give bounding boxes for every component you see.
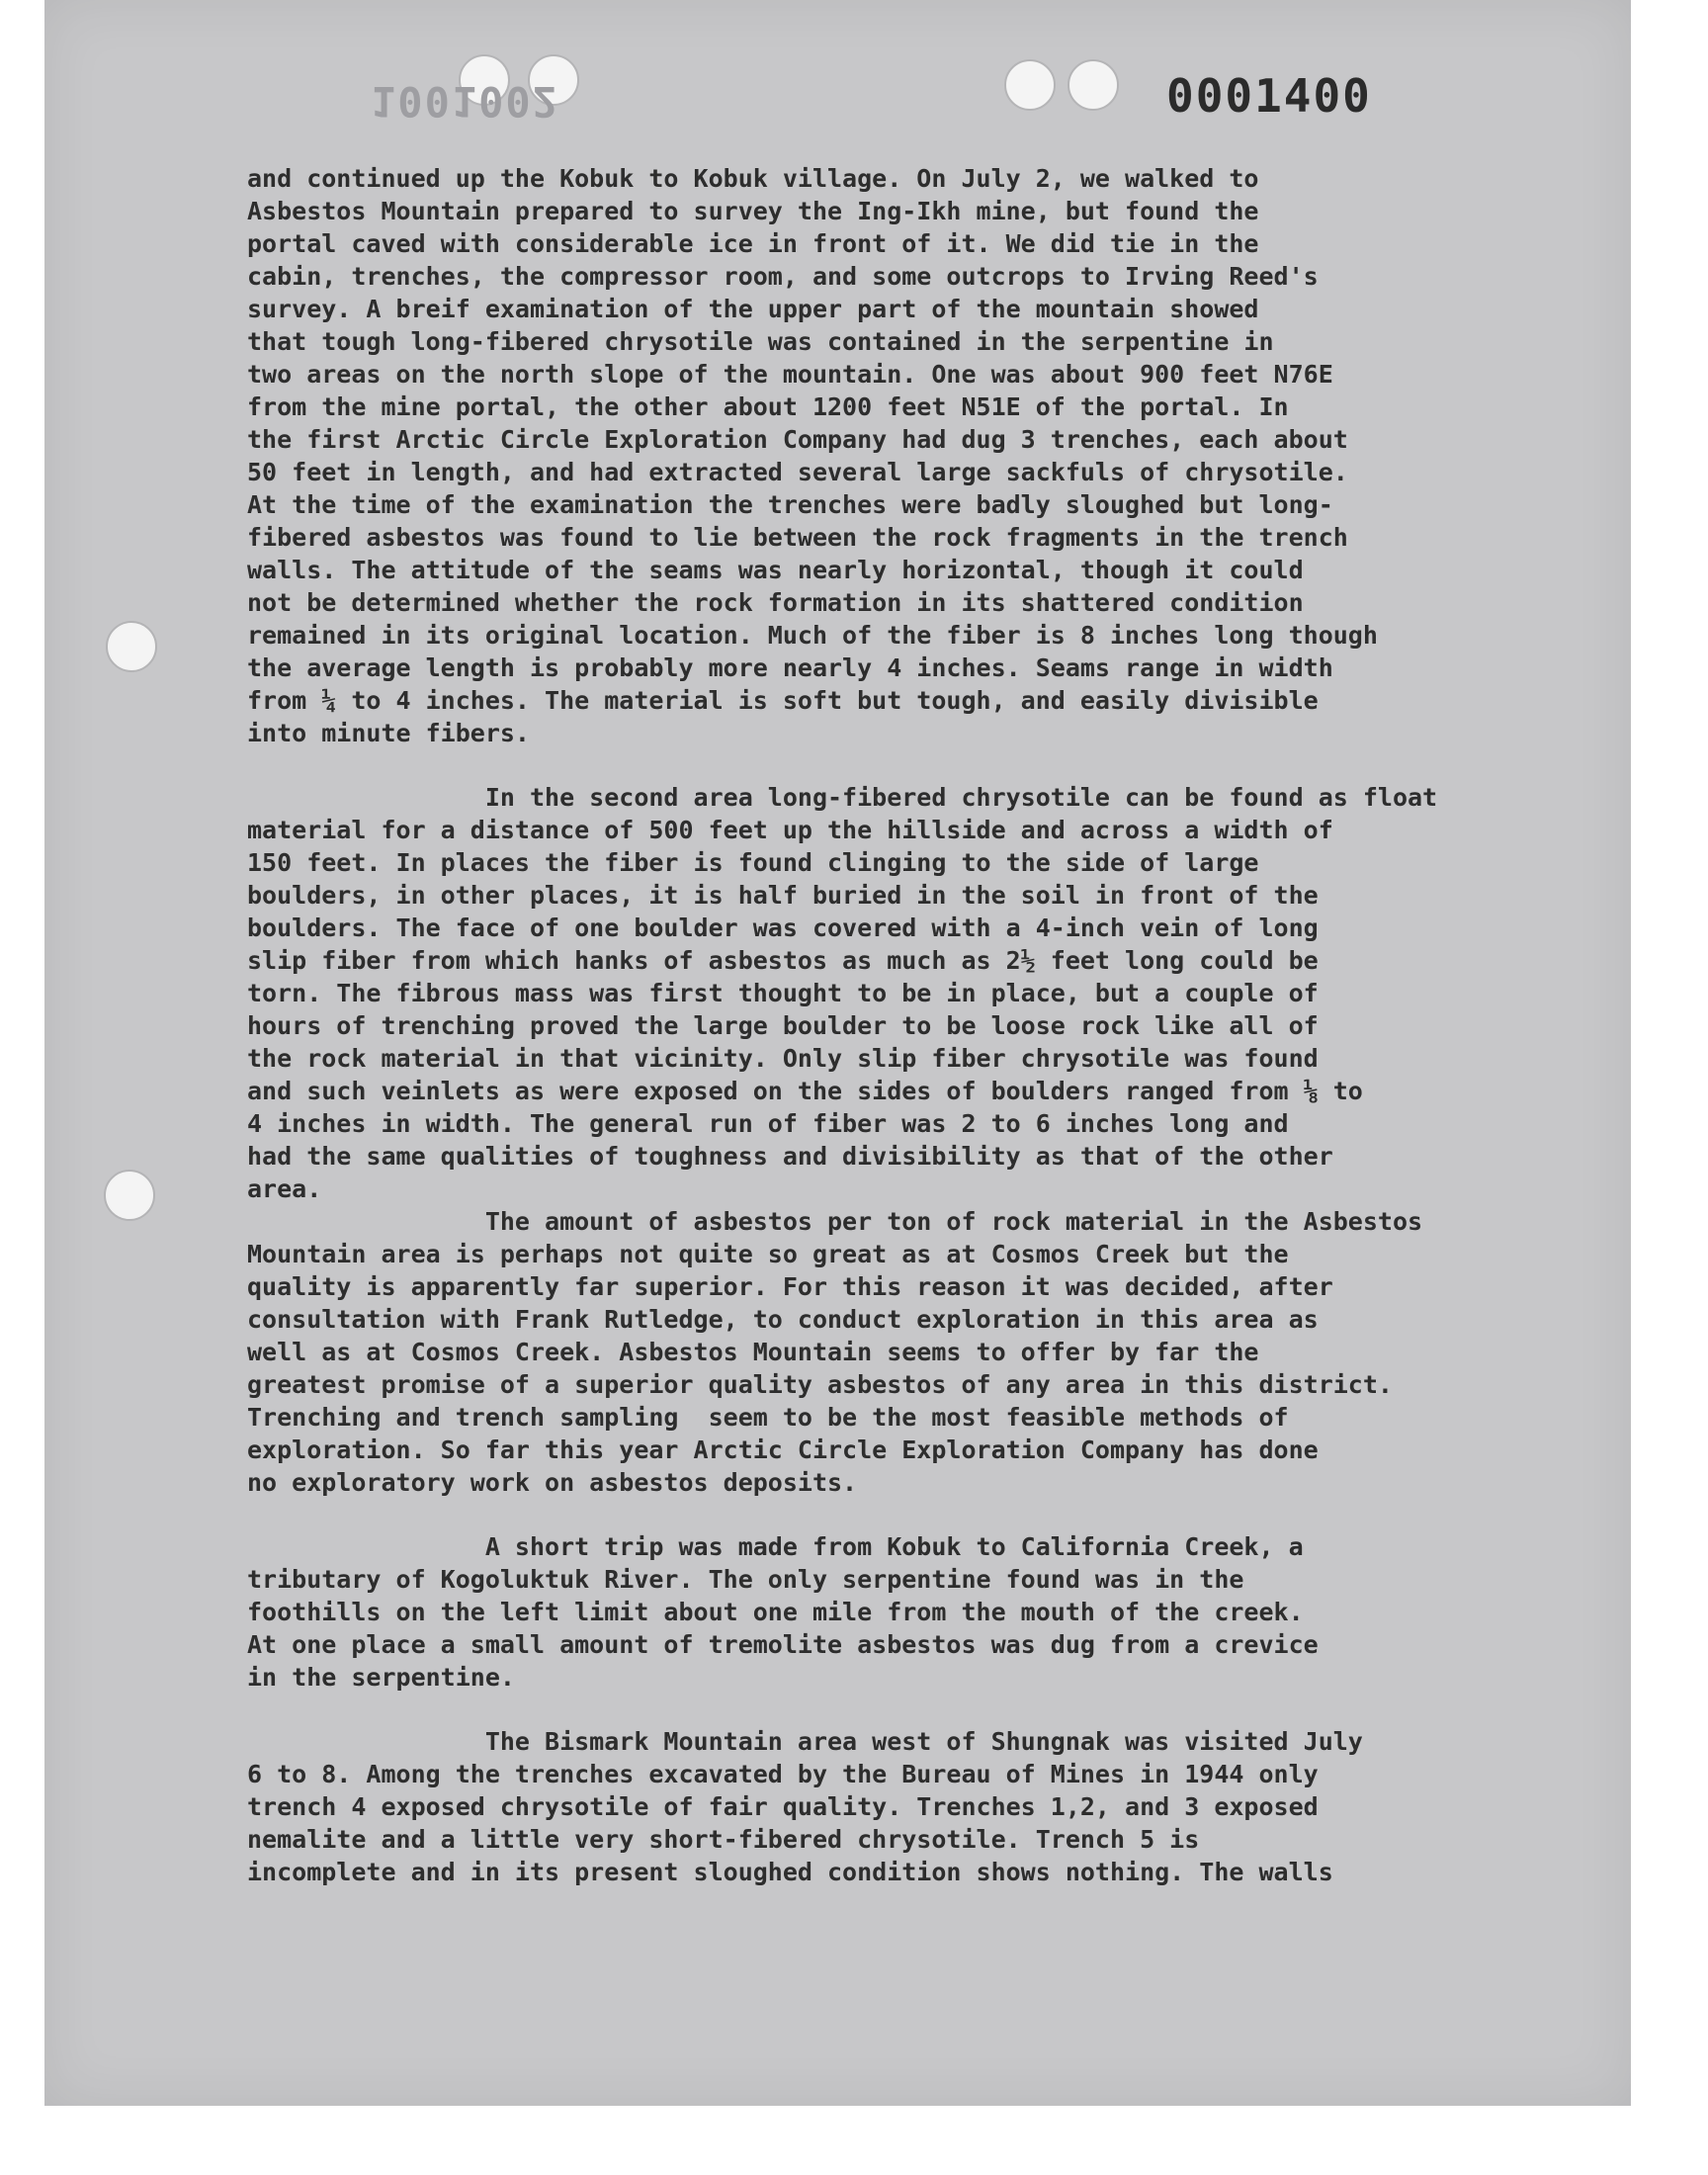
text-line: and continued up the Kobuk to Kobuk village. On July 2, we walked to xyxy=(247,164,1259,193)
text-line: material for a distance of 500 feet up the hillside and across a width of xyxy=(247,816,1333,844)
text-line: from the mine portal, the other about 1200 feet N51E of the portal. In xyxy=(247,392,1289,421)
text-line: torn. The fibrous mass was first thought to be in place, but a couple of xyxy=(247,979,1319,1007)
text-line: remained in its original location. Much of the fiber is 8 inches long though xyxy=(247,621,1378,650)
text-line: the first Arctic Circle Exploration Company had dug 3 trenches, each about xyxy=(247,425,1348,454)
text-line: 6 to 8. Among the trenches excavated by the Bureau of Mines in 1944 only xyxy=(247,1760,1319,1788)
text-line: 50 feet in length, and had extracted several large sackfuls of chrysotile. xyxy=(247,458,1348,486)
document-body xyxy=(247,162,1552,1888)
paragraph-3 xyxy=(247,1205,1552,1499)
punch-hole-top-right-1 xyxy=(1004,59,1056,111)
text-line: had the same qualities of toughness and divisibility as that of the other xyxy=(247,1142,1333,1171)
text-line: In the second area long-fibered chrysotile can be found as float xyxy=(247,783,1438,812)
paragraph-1 xyxy=(247,162,1552,749)
text-line: Mountain area is perhaps not quite so great as at Cosmos Creek but the xyxy=(247,1240,1289,1268)
text-line: 150 feet. In places the fiber is found clinging to the side of large xyxy=(247,848,1259,877)
text-line: tributary of Kogoluktuk River. The only serpentine found was in the xyxy=(247,1565,1244,1594)
text-line: foothills on the left limit about one mile from the mouth of the creek. xyxy=(247,1598,1304,1626)
text-line: from ¼ to 4 inches. The material is soft but tough, and easily divisible xyxy=(247,686,1319,715)
punch-hole-side-1 xyxy=(106,621,157,672)
text-line: in the serpentine. xyxy=(247,1663,515,1692)
text-line: quality is apparently far superior. For this reason it was decided, after xyxy=(247,1272,1333,1301)
text-line: nemalite and a little very short-fibered chrysotile. Trench 5 is xyxy=(247,1825,1200,1854)
text-line: not be determined whether the rock formation in its shattered condition xyxy=(247,588,1304,617)
text-line: and such veinlets as were exposed on the sides of boulders ranged from ⅛ to xyxy=(247,1077,1363,1105)
text-line: Asbestos Mountain prepared to survey the Ing-Ikh mine, but found the xyxy=(247,197,1259,225)
text-line: walls. The attitude of the seams was nearly horizontal, though it could xyxy=(247,556,1304,584)
text-line: the average length is probably more nearly 4 inches. Seams range in width xyxy=(247,653,1333,682)
text-line: portal caved with considerable ice in front of it. We did tie in the xyxy=(247,229,1259,258)
text-line: hours of trenching proved the large boulder to be loose rock like all of xyxy=(247,1011,1319,1040)
text-line: greatest promise of a superior quality asbestos of any area in this district. xyxy=(247,1370,1393,1399)
text-line: fibered asbestos was found to lie between the rock fragments in the trench xyxy=(247,523,1348,552)
page-number-stamp: 0001400 xyxy=(1166,69,1372,123)
text-line: Trenching and trench sampling seem to be the most feasible methods of xyxy=(247,1403,1289,1432)
text-line: boulders. The face of one boulder was covered with a 4-inch vein of long xyxy=(247,914,1319,942)
paragraph-4 xyxy=(247,1530,1552,1694)
punch-hole-side-2 xyxy=(104,1170,155,1221)
text-line: The amount of asbestos per ton of rock material in the Asbestos xyxy=(247,1207,1423,1236)
text-line: area. xyxy=(247,1174,322,1203)
document-page xyxy=(44,0,1631,2106)
text-line: The Bismark Mountain area west of Shungnak was visited July xyxy=(247,1727,1363,1756)
text-line: At the time of the examination the trenches were badly sloughed but long- xyxy=(247,490,1333,519)
text-line: well as at Cosmos Creek. Asbestos Mountain seems to offer by far the xyxy=(247,1338,1259,1366)
text-line: A short trip was made from Kobuk to California Creek, a xyxy=(247,1532,1304,1561)
text-line: consultation with Frank Rutledge, to conduct exploration in this area as xyxy=(247,1305,1319,1334)
text-line: 4 inches in width. The general run of fiber was 2 to 6 inches long and xyxy=(247,1109,1289,1138)
text-line: no exploratory work on asbestos deposits. xyxy=(247,1468,858,1497)
text-line: At one place a small amount of tremolite asbestos was dug from a crevice xyxy=(247,1630,1319,1659)
bleed-through-stamp: 1001002 xyxy=(371,77,560,126)
text-line: cabin, trenches, the compressor room, and some outcrops to Irving Reed's xyxy=(247,262,1319,291)
text-line: boulders, in other places, it is half buried in the soil in front of the xyxy=(247,881,1319,910)
text-line: the rock material in that vicinity. Only slip fiber chrysotile was found xyxy=(247,1044,1319,1073)
paragraph-5 xyxy=(247,1725,1552,1888)
text-line: slip fiber from which hanks of asbestos as much as 2½ feet long could be xyxy=(247,946,1319,975)
text-line: exploration. So far this year Arctic Circle Exploration Company has done xyxy=(247,1436,1319,1464)
text-line: survey. A breif examination of the upper part of the mountain showed xyxy=(247,295,1259,323)
text-line: two areas on the north slope of the mountain. One was about 900 feet N76E xyxy=(247,360,1333,389)
punch-hole-top-right-2 xyxy=(1068,59,1119,111)
paragraph-2 xyxy=(247,781,1552,1205)
text-line: that tough long-fibered chrysotile was contained in the serpentine in xyxy=(247,327,1274,356)
text-line: trench 4 exposed chrysotile of fair quality. Trenches 1,2, and 3 exposed xyxy=(247,1792,1319,1821)
text-line: into minute fibers. xyxy=(247,719,530,747)
text-line: incomplete and in its present sloughed condition shows nothing. The walls xyxy=(247,1858,1333,1886)
